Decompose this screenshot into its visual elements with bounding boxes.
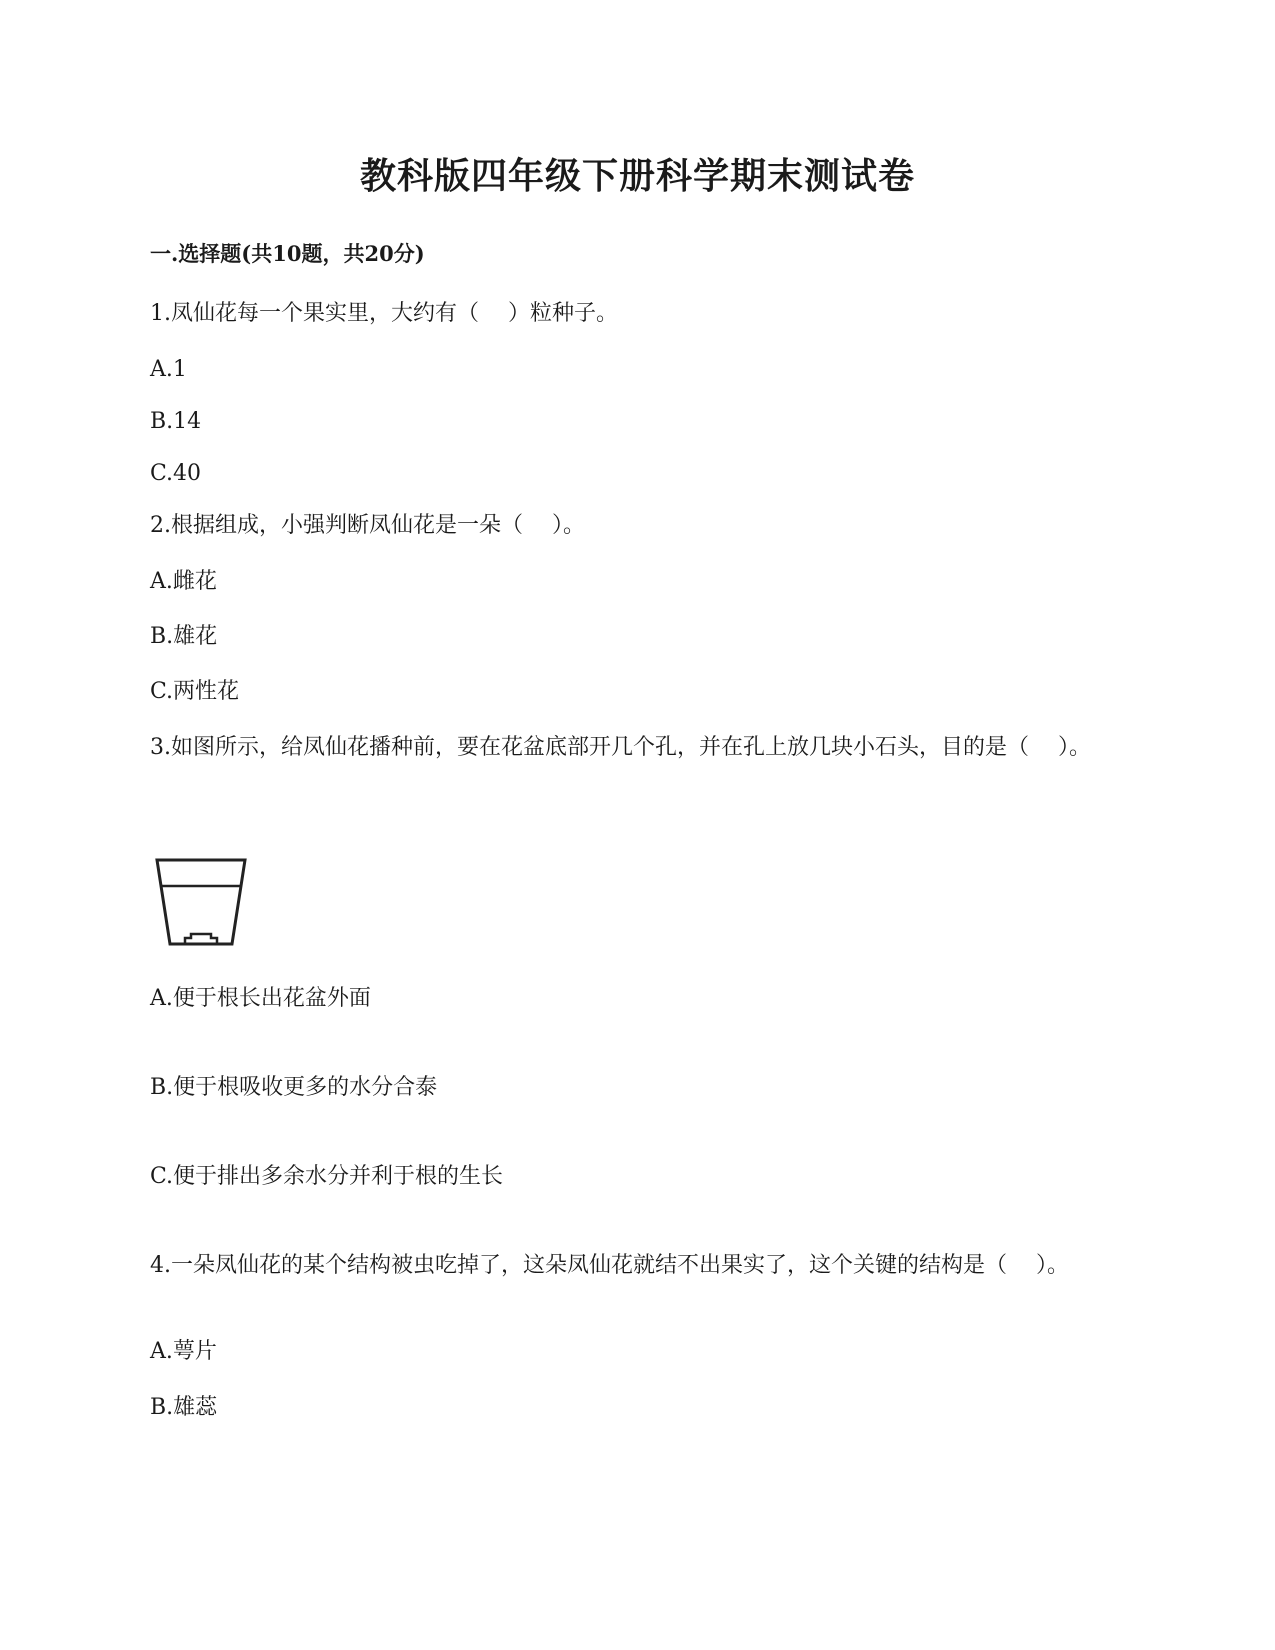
question-4-option-a: A.萼片 (150, 1339, 217, 1364)
question-3-option-c: C.便于排出多余水分并利于根的生长 (150, 1164, 504, 1189)
question-2-option-b: B.雄花 (150, 624, 218, 649)
question-3-option-b: B.便于根吸收更多的水分合泰 (150, 1075, 438, 1100)
page-title: 教科版四年级下册科学期末测试卷 (359, 155, 915, 197)
question-1-option-c: C.40 (150, 461, 202, 486)
question-2-stem: 2.根据组成，小强判断凤仙花是一朵（ ）。 (150, 513, 585, 538)
question-1-option-b: B.14 (150, 409, 202, 434)
section-heading: 一.选择题(共10题，共20分) (150, 241, 425, 266)
question-1-stem: 1.凤仙花每一个果实里，大约有（ ）粒种子。 (150, 301, 618, 326)
question-1-option-a: A.1 (150, 357, 187, 382)
question-4-stem: 4.一朵凤仙花的某个结构被虫吃掉了，这朵凤仙花就结不出果实了，这个关键的结构是（ ）。 (150, 1253, 1069, 1278)
question-3-stem: 3.如图所示，给凤仙花播种前，要在花盆底部开几个孔，并在孔上放几块小石头，目的是（ ）。 (150, 735, 1091, 760)
question-2-option-c: C.两性花 (150, 679, 240, 704)
question-2-option-a: A.雌花 (150, 569, 217, 594)
flower-pot-figure (155, 858, 247, 948)
question-3-option-a: A.便于根长出花盆外面 (150, 986, 371, 1011)
question-4-option-b: B.雄蕊 (150, 1395, 218, 1420)
